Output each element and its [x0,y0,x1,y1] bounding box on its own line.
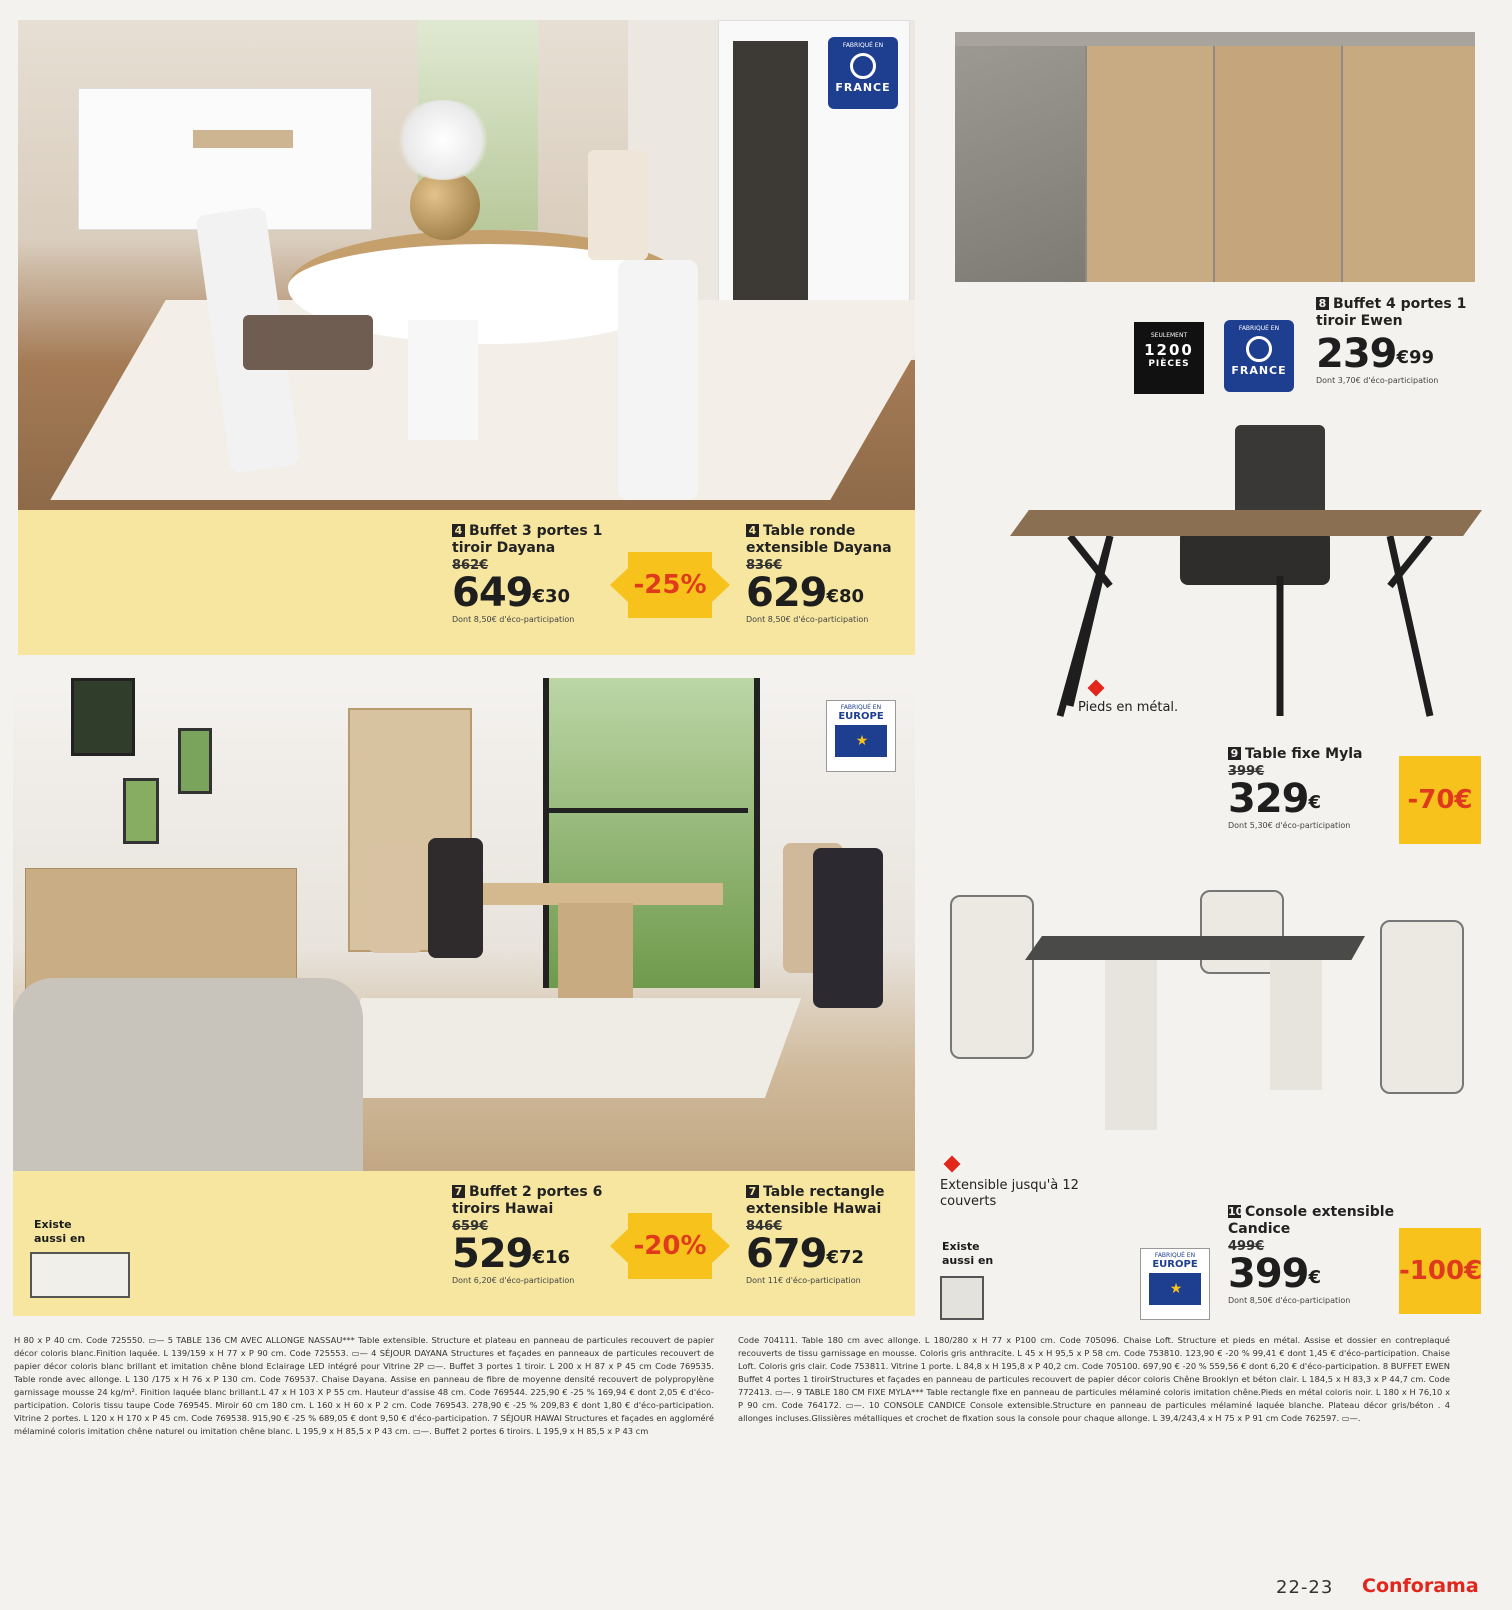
legal-text-right: Code 704111. Table 180 cm avec allonge. L 180/280 x H 77 x P100 cm. Code 705096. Chaise Loft. Structure et pieds en métal. Assise et dossier en contreplaqué recouverts de tissu garnissage en mousse. Coloris gris anthracite. L 45 x H 95,5 x P 58 cm. Code 753810. 123,90 € -20 % 99,41 € dont 1,45 € d'éco-participation. Chaise Loft. Coloris gris clair. Code 753811. Vitrine 1 porte. L 84,8 x H 195,8 x P 40,2 cm. Code 705100. 697,90 € -20 % 559,56 € dont 6,20 € d'éco-participation. 8 BUFFET EWEN Buffet 4 portes 1 tiroirStructures et façades en panneau de particules recouvert de papier décor coloris Chêne Brooklyn et béton clair. L 184,5 x H 83,3 x P 44,7 cm. Code 772413. ▭—. 9 TABLE 180 CM FIXE MYLA*** Table rectangle fixe en panneau de particules mélaminé coloris imitation chêne.Pieds en métal coloris noir. L 180 x H 76,10 x P 90 cm. Code 764172. ▭—. 10 CONSOLE CANDICE Console extensible.Structure en panneau de particules mélaminé laquée blanche. Plateau décor gris/béton . 4 allonges incluses.Glissières métalliques et crochet de fixation sous la console pour chaque allonge. L 39,4/243,4 x H 75 x P 91 cm Code 762597. ▭—. [738,1335,1450,1423]
pieds-metal-note: Pieds en métal. [1078,700,1178,715]
extensible-note: Extensible jusqu'à 12 couverts [940,1178,1100,1210]
fabrique-en-france-badge: FABRIQUÉ EN FRANCE [1224,320,1294,392]
product-table-rectangle-hawai[interactable] [746,1184,916,1285]
fabrique-en-europe-badge: FABRIQUÉ EN EUROPE ★ [1140,1248,1210,1320]
buffet-hawai [25,868,297,995]
buffet-ewen [955,32,1475,282]
old-price: 862€ [452,558,489,573]
product-name: 4 Table ronde extensible Dayana [746,523,892,556]
product-name: 4 Buffet 3 portes 1 tiroir Dayana [452,523,603,556]
price: $629^{€80}$ [746,570,865,616]
price: 329€ [1228,776,1322,822]
candice-photo [930,880,1492,1170]
table-hawai [443,883,723,905]
eco-participation: Dont 5,30€ d'éco-participation [1228,821,1351,830]
product-table-myla[interactable] [1228,746,1398,830]
eco-participation: Dont 8,50€ d'éco-participation [746,615,869,624]
old-price: 499€ [1228,1239,1265,1254]
table-myla [1010,510,1482,536]
page-number: 22-23 [1276,1577,1334,1598]
existe-aussi-en-label: Existe aussi en [942,1240,994,1267]
old-price: 659€ [452,1219,489,1234]
fabrique-en-europe-badge: FABRIQUÉ EN EUROPE ★ [826,700,896,772]
eco-participation: Dont 6,20€ d'éco-participation [452,1276,575,1285]
product-table-ronde-dayana[interactable] [746,523,916,624]
legal-text-left: H 80 x P 40 cm. Code 725550. ▭— 5 TABLE 136 CM AVEC ALLONGE NASSAU*** Table extensible. Structure et plateau en panneau de particules recouvert de papier décor coloris blanc.Finition laquée. L 139/159 x H 77 x P 90 cm. Code 725553. ▭— 4 SÉJOUR DAYANA Structures et façades en panneaux de particules recouvert de papier décor coloris blanc brillant et imitation chêne blond Eclairage LED intégré pour Vitrine 2P ▭—. Buffet 3 portes 1 tiroir. L 200 x H 87 x P 45 cm Code 769535. Table ronde avec allonge. L 130 /175 x H 76 x P 130 cm. Code 769537. Chaise Dayana. Assise en panneau de fibre de moyenne densité recouvert de polypropylène garnissage mousse 24 kg/m². Finition laquée blanc brillant.L 47 x H 103 X P 55 cm. Hauteur d'assise 48 cm. Code 769544. 225,90 € -25 % 169,94 € dont 2,05 € d'éco-participation. Coloris tissu taupe Code 769545. Miroir 60 cm 180 cm. L 160 x H 60 x P 2 cm. Code 769543. 278,90 € -25 % 209,83 € dont 1,80 € d'éco-participation. Vitrine 2 portes. L 120 x H 170 x P 45 cm. Code 769538. 915,90 € -25 % 689,05 € dont 9,50 € d'éco-participation. 7 SÉJOUR HAWAI Structures et façades en aggloméré mélaminé coloris imitation chêne naturel ou imitation chêne blanc. L 195,9 x H 85,5 x P 43 cm. ▭—. Buffet 2 portes 6 tiroirs. L 195,9 x H 85,5 x P 43 cm [14,1335,714,1436]
fabrique-en-france-badge: FABRIQUÉ EN FRANCE [828,37,898,109]
eco-participation: Dont 8,50€ d'éco-participation [1228,1296,1351,1305]
buffet-dayana [78,88,372,230]
product-buffet-dayana[interactable] [452,523,622,624]
existe-aussi-en-label: Existe aussi en [34,1218,86,1245]
console-candice [1025,936,1365,960]
conforama-logo: Conforama [1362,1575,1479,1597]
discount-badge-candice: -100€ [1399,1228,1481,1314]
hawai-photo [13,678,915,1171]
price: $649^{€30}$ [452,570,571,616]
old-price: 399€ [1228,764,1265,779]
ewen-photo [930,20,1492,290]
product-name: 7 Buffet 2 portes 6 tiroirs Hawai [452,1184,603,1217]
color-swatch-blanc[interactable] [940,1276,984,1320]
eu-stars-icon: ★ [855,733,867,749]
discount-badge-myla: -70€ [1399,756,1481,844]
dayana-photo [18,20,915,510]
eco-participation: Dont 11€ d'éco-participation [746,1276,861,1285]
eco-participation: Dont 3,70€ d'éco-participation [1316,376,1439,385]
product-buffet-hawai[interactable] [452,1184,622,1285]
eco-participation: Dont 8,50€ d'éco-participation [452,615,575,624]
product-console-candice[interactable] [1228,1204,1398,1305]
product-name: 9 Table fixe Myla [1228,746,1398,763]
price: $529^{€16}$ [452,1231,571,1277]
old-price: 846€ [746,1219,783,1234]
product-name: 10 Console extensible Candice [1228,1204,1395,1237]
seulement-1200-pieces-badge: SEULEMENT 1200 PIÈCES [1134,322,1204,394]
price: 399€ [1228,1251,1322,1297]
discount-badge-hawai: -20% [628,1213,712,1279]
old-price: 836€ [746,558,783,573]
color-swatch-chene-blanc[interactable] [30,1252,130,1298]
myla-photo [930,410,1492,730]
price: $239^{€99}$ [1316,331,1435,377]
metal-legs [1010,536,1482,726]
eu-stars-icon: ★ [1169,1281,1181,1297]
discount-badge-dayana: -25% [628,552,712,618]
product-name: 8 Buffet 4 portes 1 tiroir Ewen [1316,296,1467,329]
price: $679^{€72}$ [746,1231,865,1277]
product-name: 7 Table rectangle extensible Hawai [746,1184,885,1217]
product-buffet-ewen[interactable] [1316,296,1486,385]
